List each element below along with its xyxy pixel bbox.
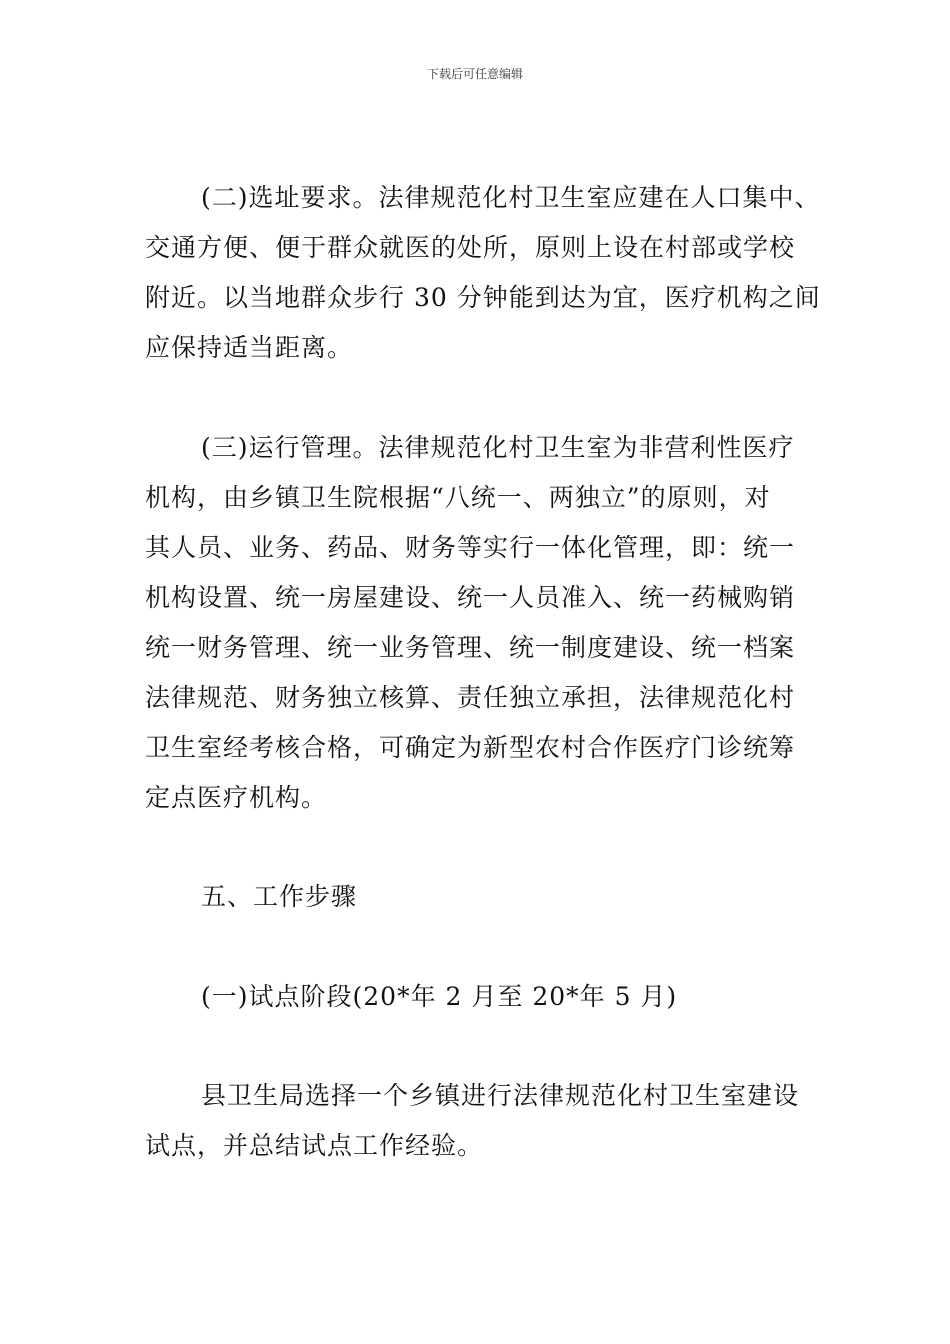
text-line: 试点，并总结试点工作经验。 (145, 1131, 484, 1160)
text-line: 统一财务管理、统一业务管理、统一制度建设、统一档案 (145, 633, 796, 662)
text-line: (二)选址要求。法律规范化村卫生室应建在人口集中、 (201, 183, 821, 212)
text-line: 机构，由乡镇卫生院根据“八统一、两独立”的原则，对 (145, 483, 771, 512)
text-line: 其人员、业务、药品、财务等实行一体化管理，即：统一 (145, 533, 796, 562)
text-line: 附近。以当地群众步行 30 分钟能到达为宜，医疗机构之间 (145, 283, 821, 312)
text-line: 机构设置、统一房屋建设、统一人员准入、统一药械购销 (145, 583, 796, 612)
page-header: 下载后可任意编辑 (426, 67, 523, 81)
section-heading-work-steps (145, 872, 810, 922)
paragraph-pilot-description (145, 1071, 810, 1171)
subheading-pilot-stage (145, 972, 810, 1022)
text-line: (三)运行管理。法律规范化村卫生室为非营利性医疗 (201, 433, 795, 462)
text-line: 定点医疗机构。 (145, 783, 328, 812)
paragraph-site-requirements (145, 173, 821, 373)
text-line: (一)试点阶段(20*年 2 月至 20*年 5 月) (201, 982, 678, 1011)
text-line: 五、工作步骤 (201, 882, 358, 911)
text-line: 县卫生局选择一个乡镇进行法律规范化村卫生室建设 (201, 1081, 800, 1110)
text-line: 卫生室经考核合格，可确定为新型农村合作医疗门诊统筹 (145, 733, 796, 762)
text-line: 应保持适当距离。 (145, 333, 354, 362)
text-line: 交通方便、便于群众就医的处所，原则上设在村部或学校 (145, 233, 796, 262)
paragraph-operation-management (145, 423, 810, 823)
text-line: 法律规范、财务独立核算、责任独立承担，法律规范化村 (145, 683, 796, 712)
